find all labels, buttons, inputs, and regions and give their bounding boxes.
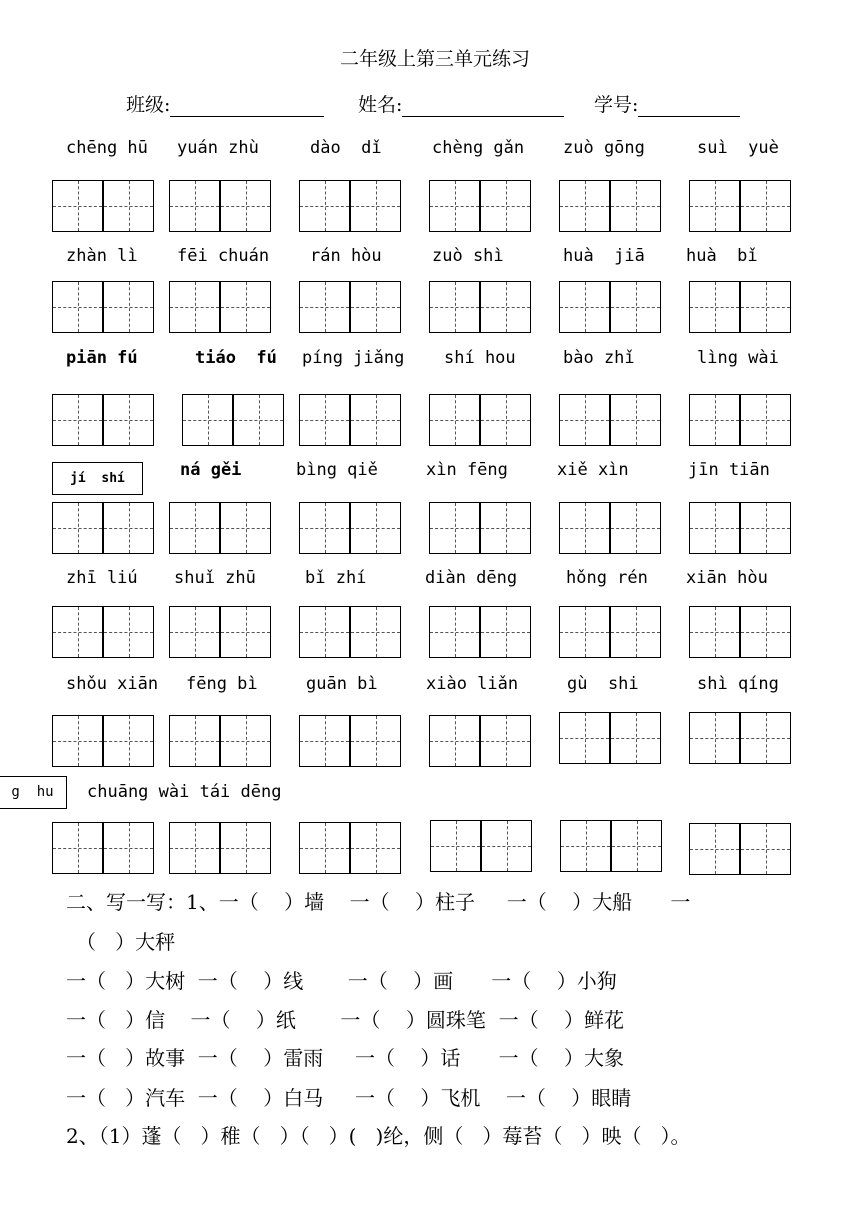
pinyin-label: suì yuè [697, 138, 779, 158]
exercise-line-3: 一（ ）大树 一（ ）线 一（ ）画 一（ ）小狗 [66, 969, 617, 993]
writing-grid[interactable] [299, 715, 402, 767]
pinyin-label: shì qíng [697, 674, 779, 694]
writing-grid[interactable] [689, 823, 792, 875]
writing-grid[interactable] [169, 281, 272, 333]
pinyin-label: huà bǐ [686, 246, 758, 266]
pinyin-label: xiào liǎn [426, 674, 519, 694]
pinyin-label: yuán zhù [177, 138, 259, 158]
number-blank [638, 96, 740, 117]
writing-grid[interactable] [52, 394, 155, 446]
pinyin-label: rán hòu [310, 246, 382, 266]
writing-grid[interactable] [182, 394, 285, 446]
writing-grid[interactable] [169, 715, 272, 767]
writing-grid[interactable] [689, 712, 792, 764]
writing-grid[interactable] [689, 606, 792, 658]
pinyin-label: chuāng wài tái dēng [87, 782, 282, 802]
name-blank [402, 96, 564, 117]
writing-grid[interactable] [559, 712, 662, 764]
pinyin-label-boxed: jí shí [52, 462, 143, 495]
writing-grid[interactable] [689, 180, 792, 232]
pinyin-label: jīn tiān [688, 460, 770, 480]
pinyin-label: bǐ zhí [305, 568, 367, 588]
writing-grid[interactable] [52, 715, 155, 767]
writing-grid[interactable] [430, 820, 533, 872]
writing-grid[interactable] [52, 180, 155, 232]
pinyin-label: bìng qiě [296, 460, 378, 480]
pinyin-label: píng jiǎng [302, 348, 405, 368]
writing-grid[interactable] [169, 822, 272, 874]
name-field [358, 90, 564, 117]
exercise-line-5: 一（ ）故事 一（ ）雷雨 一（ ）话 一（ ）大象 [66, 1046, 625, 1070]
pinyin-label: hǒng rén [566, 568, 648, 588]
pinyin-label: gù shi [567, 674, 639, 694]
pinyin-label: zuò gōng [563, 138, 645, 158]
pinyin-label: chēng hū [66, 138, 148, 158]
writing-grid[interactable] [52, 502, 155, 554]
pinyin-label: shí hou [444, 348, 516, 368]
writing-grid[interactable] [299, 822, 402, 874]
exercise-line-4: 一（ ）信 一（ ）纸 一（ ）圆珠笔 一（ ）鲜花 [66, 1008, 625, 1032]
pinyin-label: huà jiā [563, 246, 645, 266]
writing-grid[interactable] [559, 502, 662, 554]
pinyin-label: dào dǐ [310, 138, 382, 158]
class-field [126, 90, 324, 117]
pinyin-label: xiān hòu [686, 568, 768, 588]
exercise-line-6: 一（ ）汽车 一（ ）白马 一（ ）飞机 一（ ）眼睛 [66, 1086, 632, 1110]
class-blank [170, 96, 324, 117]
writing-grid[interactable] [429, 606, 532, 658]
writing-grid[interactable] [299, 502, 402, 554]
pinyin-label: ná gěi [180, 460, 242, 480]
writing-grid[interactable] [52, 822, 155, 874]
pinyin-label: shǒu xiān [66, 674, 159, 694]
writing-grid[interactable] [169, 502, 272, 554]
page-title: 二年级上第三单元练习 [339, 48, 530, 70]
pinyin-label: fēng bì [186, 674, 258, 694]
exercise-line-7: 2、（1）蓬（ ）稚（ ）（ ）( )纶，侧（ ）莓苔（ ）映（ ）。 [66, 1124, 691, 1148]
class-label: 班级: [126, 94, 171, 116]
writing-grid[interactable] [559, 394, 662, 446]
pinyin-label: tiáo fú [195, 348, 277, 368]
pinyin-label: shuǐ zhū [174, 568, 256, 588]
pinyin-label: lìng wài [697, 348, 779, 368]
writing-grid[interactable] [559, 281, 662, 333]
pinyin-label: bào zhǐ [563, 348, 635, 368]
pinyin-label: xiě xìn [557, 460, 629, 480]
pinyin-label: zuò shì [432, 246, 504, 266]
writing-grid[interactable] [689, 281, 792, 333]
writing-grid[interactable] [299, 180, 402, 232]
pinyin-label-boxed: g hu [0, 776, 67, 809]
writing-grid[interactable] [429, 502, 532, 554]
number-label: 学号: [594, 94, 639, 116]
writing-grid[interactable] [429, 715, 532, 767]
writing-grid[interactable] [559, 180, 662, 232]
writing-grid[interactable] [52, 281, 155, 333]
exercise-line-1: 二、写一写：1、一（ ）墙 一（ ）柱子 一（ ）大船 一 [66, 890, 691, 914]
writing-grid[interactable] [429, 180, 532, 232]
pinyin-label: piān fú [66, 348, 138, 368]
exercise-line-2: （ ）大秤 [76, 930, 176, 954]
pinyin-label: fēi chuán [177, 246, 270, 266]
number-field [594, 90, 740, 117]
writing-grid[interactable] [559, 606, 662, 658]
pinyin-label: chèng gǎn [432, 138, 525, 158]
pinyin-label: diàn dēng [425, 568, 518, 588]
writing-grid[interactable] [429, 281, 532, 333]
pinyin-label: guān bì [306, 674, 378, 694]
writing-grid[interactable] [299, 394, 402, 446]
writing-grid[interactable] [169, 180, 272, 232]
writing-grid[interactable] [429, 394, 532, 446]
writing-grid[interactable] [299, 281, 402, 333]
writing-grid[interactable] [299, 606, 402, 658]
pinyin-label: zhàn lì [66, 246, 138, 266]
writing-grid[interactable] [689, 502, 792, 554]
writing-grid[interactable] [560, 820, 663, 872]
name-label: 姓名: [358, 94, 403, 116]
pinyin-label: zhī liú [66, 568, 138, 588]
pinyin-label: xìn fēng [426, 460, 508, 480]
writing-grid[interactable] [52, 606, 155, 658]
writing-grid[interactable] [169, 606, 272, 658]
writing-grid[interactable] [689, 394, 792, 446]
